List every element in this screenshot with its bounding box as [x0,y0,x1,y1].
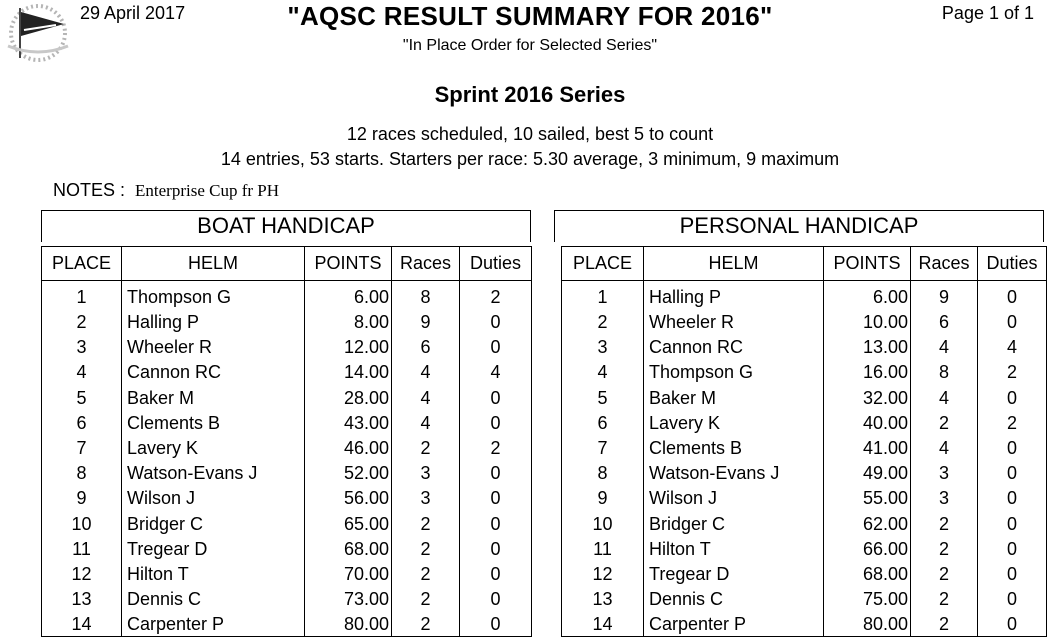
cell-points: 40.00 [824,410,911,435]
cell-duties: 0 [460,511,532,536]
cell-points: 80.00 [305,612,392,637]
cell-helm: Lavery K [122,435,305,460]
cell-duties: 0 [460,385,532,410]
cell-races: 6 [392,335,460,360]
table-row [42,281,532,310]
table-row [562,310,1047,335]
boat-handicap-table [41,246,532,637]
cell-points: 66.00 [824,536,911,561]
table-row [42,461,532,486]
cell-points: 49.00 [824,461,911,486]
cell-points: 65.00 [305,511,392,536]
cell-place: 2 [562,310,644,335]
cell-place: 4 [562,360,644,385]
cell-place: 13 [42,587,122,612]
cell-races: 2 [392,561,460,586]
cell-place: 1 [42,281,122,310]
cell-duties: 0 [460,536,532,561]
table-row [562,511,1047,536]
cell-points: 16.00 [824,360,911,385]
cell-place: 11 [562,536,644,561]
cell-races: 3 [392,486,460,511]
cell-helm: Cannon RC [122,360,305,385]
cell-duties: 0 [978,461,1047,486]
cell-duties: 0 [460,310,532,335]
cell-place: 5 [562,385,644,410]
cell-place: 9 [562,486,644,511]
table-row [42,310,532,335]
cell-races: 2 [911,561,978,586]
cell-duties: 0 [460,561,532,586]
cell-races: 2 [911,612,978,637]
cell-points: 80.00 [824,612,911,637]
cell-duties: 4 [978,335,1047,360]
series-summary-races: 12 races scheduled, 10 sailed, best 5 to count [346,124,714,144]
table-row [562,536,1047,561]
col-duties: Duties [978,247,1047,281]
table-row [42,511,532,536]
cell-points: 56.00 [305,486,392,511]
col-races: Races [911,247,978,281]
cell-duties: 4 [460,360,532,385]
personal-handicap-heading: PERSONAL HANDICAP [554,210,1044,242]
cell-place: 8 [562,461,644,486]
cell-place: 8 [42,461,122,486]
cell-helm: Wheeler R [644,310,824,335]
cell-place: 7 [562,435,644,460]
cell-place: 5 [42,385,122,410]
cell-helm: Bridger C [644,511,824,536]
cell-duties: 2 [978,410,1047,435]
cell-races: 2 [392,587,460,612]
table-row [42,561,532,586]
table-row [562,486,1047,511]
cell-points: 68.00 [824,561,911,586]
cell-points: 32.00 [824,385,911,410]
cell-helm: Bridger C [122,511,305,536]
col-place: PLACE [562,247,644,281]
table-row [562,335,1047,360]
cell-duties: 0 [460,461,532,486]
cell-races: 3 [911,486,978,511]
cell-helm: Tregear D [122,536,305,561]
cell-duties: 0 [978,612,1047,637]
cell-races: 2 [911,587,978,612]
table-row [562,612,1047,637]
cell-races: 8 [392,281,460,310]
cell-races: 4 [392,410,460,435]
cell-duties: 0 [460,486,532,511]
cell-helm: Wilson J [122,486,305,511]
table-row [42,360,532,385]
cell-races: 2 [392,612,460,637]
cell-helm: Halling P [644,281,824,310]
cell-helm: Clements B [122,410,305,435]
cell-points: 14.00 [305,360,392,385]
cell-duties: 0 [460,335,532,360]
cell-helm: Watson-Evans J [644,461,824,486]
table-row [562,435,1047,460]
col-points: POINTS [824,247,911,281]
cell-place: 6 [42,410,122,435]
cell-points: 68.00 [305,536,392,561]
cell-races: 4 [392,360,460,385]
cell-place: 12 [562,561,644,586]
cell-helm: Dennis C [644,587,824,612]
table-row [42,385,532,410]
cell-races: 8 [911,360,978,385]
personal-handicap-table [561,246,1047,637]
cell-place: 2 [42,310,122,335]
table-row [42,536,532,561]
cell-duties: 2 [460,281,532,310]
cell-points: 41.00 [824,435,911,460]
cell-place: 3 [42,335,122,360]
page-number: Page 1 of 1 [941,3,1034,23]
cell-races: 9 [392,310,460,335]
cell-races: 9 [911,281,978,310]
col-races: Races [392,247,460,281]
report-subtitle: "In Place Order for Selected Series" [402,37,658,54]
col-duties: Duties [460,247,532,281]
cell-points: 75.00 [824,587,911,612]
cell-races: 4 [911,335,978,360]
cell-duties: 2 [978,360,1047,385]
cell-points: 12.00 [305,335,392,360]
cell-place: 14 [562,612,644,637]
cell-races: 4 [911,385,978,410]
notes-text: Enterprise Cup fr PH [135,181,280,200]
cell-helm: Wilson J [644,486,824,511]
cell-duties: 0 [978,435,1047,460]
cell-points: 6.00 [824,281,911,310]
cell-place: 10 [42,511,122,536]
col-points: POINTS [305,247,392,281]
cell-place: 10 [562,511,644,536]
table-row [42,410,532,435]
cell-place: 12 [42,561,122,586]
cell-helm: Carpenter P [644,612,824,637]
notes-label: NOTES : [53,180,126,200]
cell-duties: 0 [460,587,532,612]
cell-place: 4 [42,360,122,385]
cell-place: 14 [42,612,122,637]
cell-place: 6 [562,410,644,435]
table-row [562,281,1047,310]
cell-races: 2 [392,536,460,561]
cell-duties: 0 [978,536,1047,561]
cell-races: 3 [392,461,460,486]
cell-points: 73.00 [305,587,392,612]
cell-points: 62.00 [824,511,911,536]
cell-points: 10.00 [824,310,911,335]
cell-points: 52.00 [305,461,392,486]
cell-points: 28.00 [305,385,392,410]
col-helm: HELM [122,247,305,281]
report-date: 29 April 2017 [80,3,186,23]
cell-helm: Watson-Evans J [122,461,305,486]
boat-handicap-heading: BOAT HANDICAP [41,210,531,242]
cell-helm: Thompson G [122,281,305,310]
cell-helm: Tregear D [644,561,824,586]
cell-place: 13 [562,587,644,612]
table-row [562,561,1047,586]
report-title: "AQSC RESULT SUMMARY FOR 2016" [287,1,773,31]
series-summary-entries: 14 entries, 53 starts. Starters per race: 5.30 average, 3 minimum, 9 maximum [220,149,840,169]
cell-points: 43.00 [305,410,392,435]
cell-helm: Hilton T [122,561,305,586]
col-helm: HELM [644,247,824,281]
cell-races: 2 [911,410,978,435]
cell-duties: 0 [978,281,1047,310]
cell-races: 2 [392,511,460,536]
cell-points: 6.00 [305,281,392,310]
cell-duties: 0 [460,410,532,435]
cell-duties: 0 [978,511,1047,536]
cell-helm: Hilton T [644,536,824,561]
cell-helm: Lavery K [644,410,824,435]
cell-place: 1 [562,281,644,310]
table-row [562,410,1047,435]
cell-duties: 0 [978,587,1047,612]
cell-duties: 0 [978,486,1047,511]
cell-place: 3 [562,335,644,360]
table-row [562,587,1047,612]
table-row [562,385,1047,410]
cell-duties: 0 [978,561,1047,586]
table-row [42,612,532,637]
cell-duties: 0 [978,310,1047,335]
cell-duties: 0 [978,385,1047,410]
table-row [42,486,532,511]
cell-helm: Carpenter P [122,612,305,637]
cell-races: 3 [911,461,978,486]
cell-helm: Halling P [122,310,305,335]
cell-races: 4 [911,435,978,460]
cell-helm: Wheeler R [122,335,305,360]
table-row [42,335,532,360]
table-row [42,587,532,612]
table-row [562,360,1047,385]
cell-helm: Cannon RC [644,335,824,360]
cell-races: 2 [911,536,978,561]
cell-points: 8.00 [305,310,392,335]
cell-place: 7 [42,435,122,460]
notes [53,180,279,201]
cell-races: 6 [911,310,978,335]
cell-races: 2 [392,435,460,460]
cell-helm: Baker M [644,385,824,410]
cell-points: 70.00 [305,561,392,586]
table-row [42,435,532,460]
cell-duties: 2 [460,435,532,460]
cell-helm: Thompson G [644,360,824,385]
series-name: Sprint 2016 Series [434,82,626,107]
cell-helm: Dennis C [122,587,305,612]
cell-points: 46.00 [305,435,392,460]
cell-races: 4 [392,385,460,410]
cell-races: 2 [911,511,978,536]
cell-points: 13.00 [824,335,911,360]
cell-helm: Baker M [122,385,305,410]
cell-duties: 0 [460,612,532,637]
cell-helm: Clements B [644,435,824,460]
table-row [562,461,1047,486]
cell-points: 55.00 [824,486,911,511]
table-header-row [42,247,532,281]
table-header-row [562,247,1047,281]
cell-place: 11 [42,536,122,561]
col-place: PLACE [42,247,122,281]
cell-place: 9 [42,486,122,511]
